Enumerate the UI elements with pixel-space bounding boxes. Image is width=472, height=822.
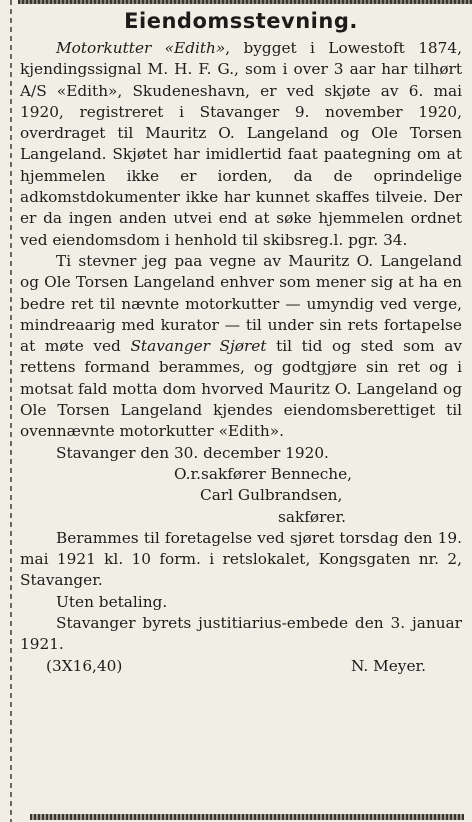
- signer-title: sakfører.: [278, 507, 346, 526]
- paragraph-vessel-text: , bygget i Lowestoft 1874, kjendingssignal M. H. F. G., som i over 3 aar har tilhørt A/S «Edith», Skudeneshavn, er ved skjøte av 6. mai 1920, registreret i Stavanger 9. november 1920, overdraget til Mauritz O. Langeland og Ole Torsen Langeland. Skjøtet har imidlertid faat paategning om at hjemmelen ikke er iorden, da de oprindelige adkomstdokumenter ikke har kunnet skaffes tilveie. Der er da ingen anden utvei end at søke hjemmelen ordnet ved eiendomsdom i henhold til skibsreg.l. pgr. 34.: [20, 39, 462, 249]
- footer-row: [20, 656, 462, 677]
- signer-benneche: O.r.sakfører Benneche,: [174, 464, 353, 483]
- paragraph-court-office: Stavanger byrets justitiarius-embede den 3. januar 1921.: [20, 614, 462, 654]
- signer-gulbrandsen: Carl Gulbrandsen,: [200, 486, 343, 505]
- court-name: Stavanger Sjøret: [130, 337, 267, 356]
- notice-title: Eiendomsstevning.: [124, 9, 358, 33]
- paragraph-no-payment: Uten betaling.: [56, 592, 168, 611]
- legal-notice: [20, 6, 462, 677]
- top-border: [18, 0, 472, 4]
- reference-code: (3X16,40): [46, 656, 123, 675]
- paragraph-summons: [20, 251, 462, 443]
- summons-text-2: til tid og sted som av rettens formand berammes, og godtgjøre sin ret og i motsat fald motta dom hvorved Mauritz O. Langeland og Ole Torsen Langeland kjendes eiendomsberettiget til ovennævnte motorkutter «Edith».: [20, 337, 463, 441]
- left-column-rule: [10, 0, 12, 822]
- date-line: Stavanger den 30. december 1920.: [56, 443, 329, 462]
- summons-text-1: Ti stevner jeg paa vegne av Mauritz O. Langeland og Ole Torsen Langeland enhver som mener sig at ha en bedre ret til nævnte motorkutter — umyndig ved verge, mindreaarig med kurator — til under sin rets fortapelse at møte ved: [20, 251, 462, 356]
- bottom-border: [30, 814, 464, 820]
- paragraph-hearing: Berammes til foretagelse ved sjøret torsdag den 19. mai 1921 kl. 10 form. i retslokalet, Kongsgaten nr. 2, Stavanger.: [20, 528, 462, 590]
- paragraph-vessel-description: [20, 38, 462, 251]
- signer-meyer: N. Meyer.: [350, 656, 426, 675]
- vessel-name: Motorkutter «Edith»: [56, 39, 226, 57]
